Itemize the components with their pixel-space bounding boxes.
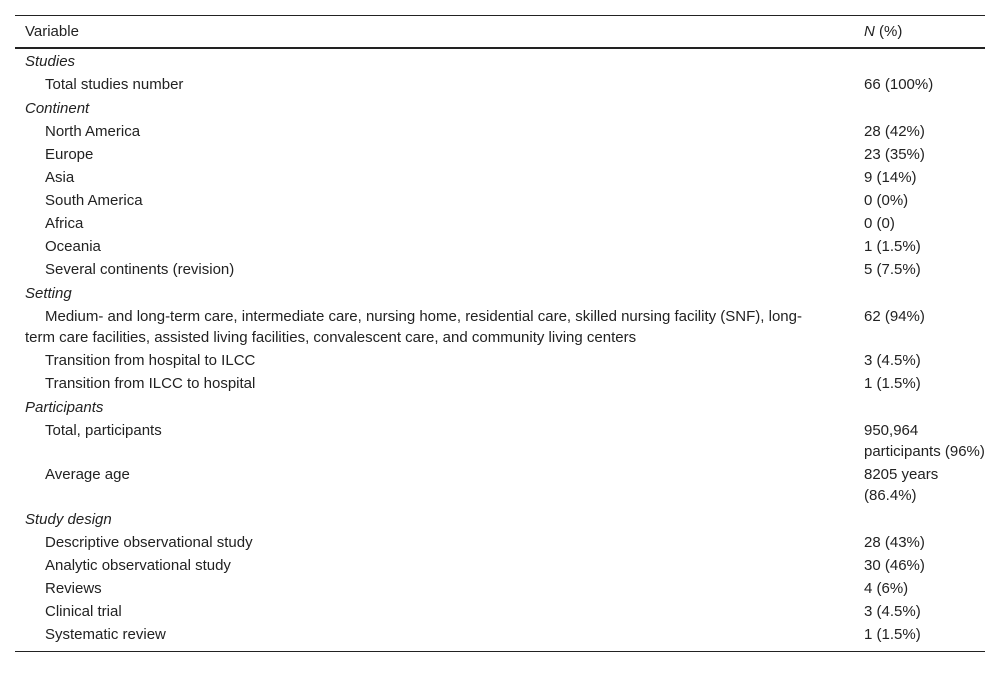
group-title: Participants: [25, 399, 104, 416]
variable-cell: Asia: [45, 169, 75, 186]
variable-cell: Oceania: [45, 238, 101, 255]
table-row: [15, 349, 985, 372]
value-cell: 950,964 participants (96%): [864, 422, 985, 460]
group-row: [15, 395, 985, 419]
value-cell: 4 (6%): [864, 580, 909, 597]
value-cell: 62 (94%): [864, 308, 925, 325]
variable-cell: Clinical trial: [45, 603, 122, 620]
table-row: [15, 623, 985, 652]
value-cell: 23 (35%): [864, 146, 925, 163]
n-percent-header: [854, 16, 985, 49]
value-cell: 0 (0): [864, 215, 895, 232]
table-body: [15, 48, 985, 652]
variable-cell: Transition from hospital to ILCC: [45, 352, 256, 369]
value-cell: 30 (46%): [864, 557, 925, 574]
table-row: [15, 73, 985, 96]
table-row: [15, 554, 985, 577]
group-title: Studies: [25, 53, 76, 70]
table-row: [15, 305, 985, 349]
variable-cell: North America: [45, 123, 141, 140]
group-row: [15, 96, 985, 120]
variable-cell: Africa: [45, 215, 84, 232]
study-characteristics-table: [15, 15, 985, 652]
value-cell: 28 (42%): [864, 123, 925, 140]
group-title: Continent: [25, 100, 90, 117]
header-row: [15, 16, 985, 49]
variable-cell: Total studies number: [45, 76, 184, 93]
variable-cell: Systematic review: [15, 623, 854, 652]
table-row: [15, 419, 985, 463]
group-row: [15, 507, 985, 531]
table-row: [15, 372, 985, 395]
table-row: [15, 600, 985, 623]
group-row: [15, 281, 985, 305]
variable-cell: Reviews: [45, 580, 102, 597]
n-label: N: [864, 23, 875, 40]
value-cell: 3 (4.5%): [864, 352, 921, 369]
group-title: Study design: [25, 511, 112, 528]
table-row: [15, 235, 985, 258]
table-row: [15, 166, 985, 189]
table-row: [15, 120, 985, 143]
value-cell: 66 (100%): [864, 76, 934, 93]
group-row: [15, 48, 985, 73]
value-cell: 1 (1.5%): [864, 238, 921, 255]
value-cell: 1 (1.5%): [864, 375, 921, 392]
value-cell: 0 (0%): [864, 192, 909, 209]
table-row: [15, 189, 985, 212]
group-title: Setting: [25, 285, 72, 302]
value-cell: 28 (43%): [864, 534, 925, 551]
table-row: [15, 212, 985, 235]
table-row: [15, 463, 985, 507]
table-row: [15, 577, 985, 600]
variable-cell: Total, participants: [45, 422, 162, 439]
table-row: [15, 143, 985, 166]
value-cell: 3 (4.5%): [864, 603, 921, 620]
value-cell: 9 (14%): [864, 169, 917, 186]
value-cell: 8205 years (86.4%): [864, 466, 939, 504]
pct-label: (%): [874, 23, 903, 40]
variable-cell: Europe: [45, 146, 94, 163]
variable-cell: Several continents (revision): [45, 261, 235, 278]
value-cell: 5 (7.5%): [864, 261, 921, 278]
variable-cell: Average age: [45, 466, 130, 483]
variable-cell: South America: [45, 192, 143, 209]
table-row: [15, 531, 985, 554]
variable-cell: Transition from ILCC to hospital: [45, 375, 256, 392]
variable-cell: Medium- and long-term care, intermediate care, nursing home, residential care, skilled nursing facility (SNF), long-term care facilities, assisted living facilities, convalescent care, and community living centers: [25, 308, 802, 346]
variable-cell: Analytic observational study: [45, 557, 231, 574]
value-cell: 1 (1.5%): [854, 623, 985, 652]
table-row: [15, 258, 985, 281]
variable-cell: Descriptive observational study: [45, 534, 253, 551]
variable-header: Variable: [15, 16, 854, 49]
